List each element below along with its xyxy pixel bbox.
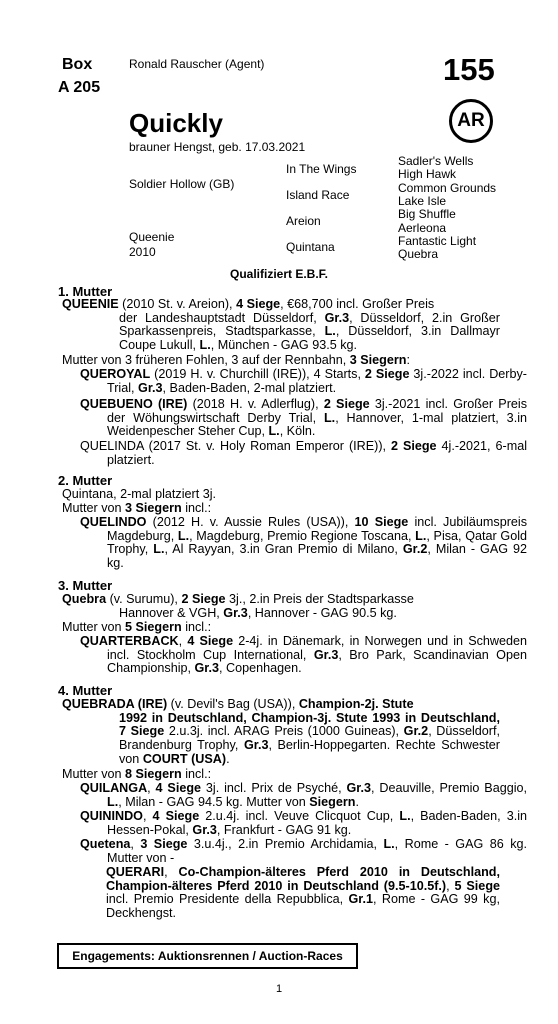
dam-year: 2010 xyxy=(129,245,156,259)
relative-quetena: Quetena, 3 Siege 3.u.4j., 2.in Premio Archidamia, L., Rome - GAG 86 kg. Mutter von - xyxy=(80,837,527,865)
pedigree-g1-2: Island Race xyxy=(286,188,350,202)
dam-1-record: QUEENIE (2010 St. v. Areion), 4 Siege, €68,700 incl. Großer Preis der Landeshauptstadt Düsseldorf, Gr.3, Düsseldorf, 2.in Großer Sparkassenpreis, Stadtsparkasse, L., Düsseldorf, 3.in Dallmayr Coupe Lukull, L., München - GAG 93.5 kg. xyxy=(62,297,500,353)
relative-quilanga: QUILANGA, 4 Siege 3j. incl. Prix de Psyché, Gr.3, Deauville, Premio Baggio, L., Milan - GAG 94.5 kg. Mutter von Siegern. xyxy=(80,781,528,809)
ar-badge-icon: AR xyxy=(449,99,493,143)
sibling-queroyal: QUEROYAL (2019 H. v. Churchill (IRE)), 4 Starts, 2 Siege 3j.-2022 incl. Derby-Trial, Gr.3, Baden-Baden, 2-mal platziert. xyxy=(80,367,527,395)
qualification: Qualifiziert E.B.F. xyxy=(229,267,328,281)
box-number: A 205 xyxy=(58,79,101,96)
pedigree-g2-6: Aerleona xyxy=(398,221,447,235)
agent-name: Ronald Rauscher (Agent) xyxy=(129,57,265,71)
pedigree-g2-1: Sadler's Wells xyxy=(398,154,474,168)
pedigree-g1-1: In The Wings xyxy=(286,162,357,176)
sibling-quebueno: QUEBUENO (IRE) (2018 H. v. Adlerflug), 2 Siege 3j.-2021 incl. Großer Preis der Wöhungswirtschaft Derby Trial, L., Hannover, 1-mal platziert, 3.in Weidenpescher Steher Cup, L., Köln. xyxy=(80,397,527,439)
pedigree-g2-7: Fantastic Light xyxy=(398,234,477,248)
horse-name: Quickly xyxy=(129,108,223,138)
pedigree-g2-8: Quebra xyxy=(398,247,439,261)
dam-4-produce-summary: Mutter von 8 Siegern incl.: xyxy=(62,767,212,781)
pedigree-g2-5: Big Shuffle xyxy=(398,207,456,221)
section-title-3: 3. Mutter xyxy=(58,578,113,593)
lot-number: 155 xyxy=(443,52,495,87)
pedigree-g2-4: Lake Isle xyxy=(398,194,447,208)
engagements-box: Engagements: Auktionsrennen / Auction-Races xyxy=(57,943,358,969)
section-title-1: 1. Mutter xyxy=(58,284,113,299)
dam-3-produce-summary: Mutter von 5 Siegern incl.: xyxy=(62,620,212,634)
dam-1-produce-summary: Mutter von 3 früheren Fohlen, 3 auf der Rennbahn, 3 Siegern: xyxy=(62,353,410,367)
sire: Soldier Hollow (GB) xyxy=(129,177,235,191)
pedigree-g1-3: Areion xyxy=(286,214,321,228)
dam-4-record: QUEBRADA (IRE) (v. Devil's Bag (USA)), Champion-2j. Stute 1992 in Deutschland, Champion-3j. Stute 1993 in Deutschland, 7 Siege 2.u.3j. incl. ARAG Preis (1000 Guineas), Gr.2, Düsseldorf, Brandenburg Trophy, Gr.3, Berlin-Hoppegarten. Rechte Schwester von COURT (USA). xyxy=(62,697,500,766)
section-title-4: 4. Mutter xyxy=(58,683,113,698)
page-number: 1 xyxy=(275,983,283,995)
sibling-quelinda: QUELINDA (2017 St. v. Holy Roman Emperor (IRE)), 2 Siege 4j.-2021, 6-mal platziert. xyxy=(80,439,527,467)
relative-quarterback: QUARTERBACK, 4 Siege 2-4j. in Dänemark, in Norwegen und in Schweden incl. Stockholm Cup International, Gr.3, Bro Park, Scandinavian Open Championship, Gr.3, Copenhagen. xyxy=(80,634,528,676)
pedigree-g2-3: Common Grounds xyxy=(398,181,497,195)
horse-description: brauner Hengst, geb. 17.03.2021 xyxy=(129,140,306,154)
dam-2-record: Quintana, 2-mal platziert 3j. xyxy=(62,487,216,501)
pedigree-g2-2: High Hawk xyxy=(398,167,457,181)
dam-3-record: Quebra (v. Surumu), 2 Siege 3j., 2.in Preis der Stadtsparkasse Hannover & VGH, Gr.3, Hannover - GAG 90.5 kg. xyxy=(62,592,414,620)
relative-quinindo: QUININDO, 4 Siege 2.u.4j. incl. Veuve Clicquot Cup, L., Baden-Baden, 3.in Hessen-Pokal, Gr.3, Frankfurt - GAG 91 kg. xyxy=(80,809,528,837)
dam: Queenie xyxy=(129,230,175,244)
section-title-2: 2. Mutter xyxy=(58,473,113,488)
dam-2-produce-summary: Mutter von 3 Siegern incl.: xyxy=(62,501,212,515)
pedigree-g1-4: Quintana xyxy=(286,240,335,254)
box-label: Box xyxy=(62,56,93,73)
relative-quelindo: QUELINDO (2012 H. v. Aussie Rules (USA)), 10 Siege incl. Jubiläumspreis Magdeburg, L., Magdeburg, Premio Regione Toscana, L., Pisa, Qatar Gold Trophy, L., Al Rayyan, 3.in Gran Premio di Milano, Gr.2, Milan - GAG 92 kg. xyxy=(80,515,528,571)
relative-querari: QUERARI, Co-Champion-älteres Pferd 2010 in Deutschland, Champion-älteres Pferd 2010 in Deutschland (9.5-10.5f.), 5 Siege incl. Premio Presidente della Repubblica, Gr.1, Rome - GAG 99 kg, Deckhengst. xyxy=(106,865,501,921)
